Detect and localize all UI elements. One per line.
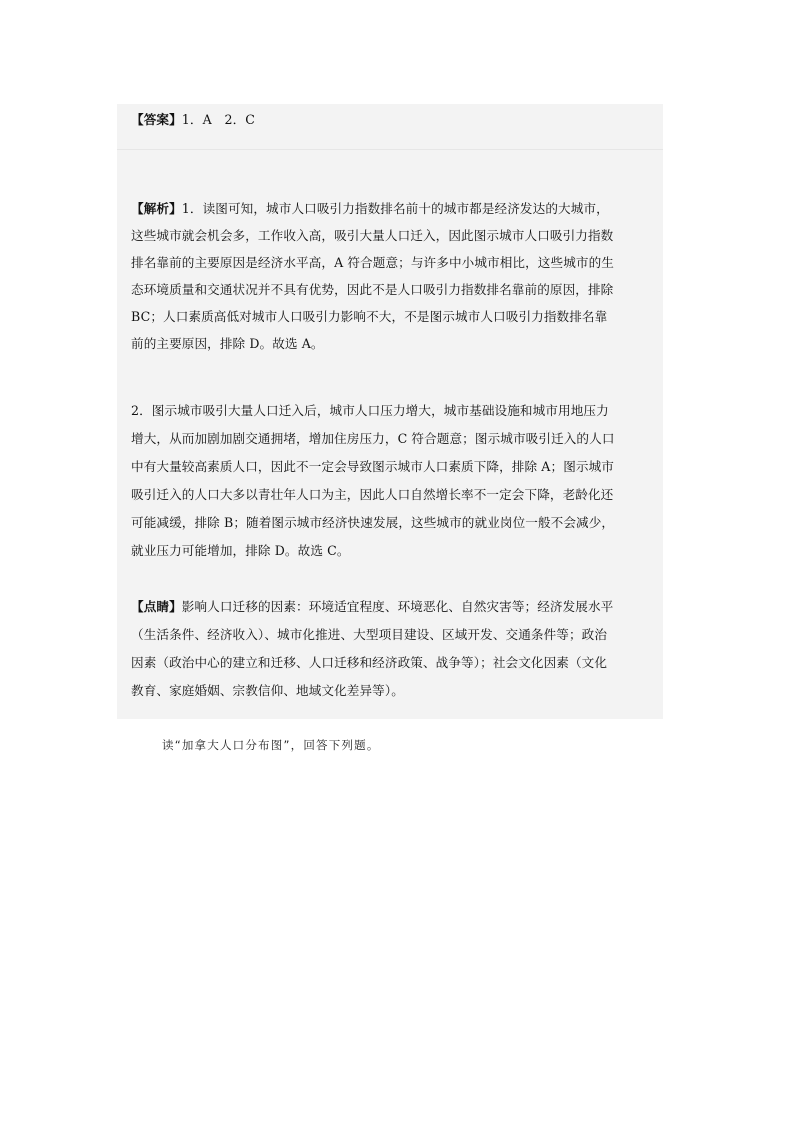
tip-line-4: 教育、家庭婚姻、宗教信仰、地域文化差异等）。 — [131, 683, 404, 698]
answer-text: 1．A 2．C — [181, 112, 256, 127]
tip-text: 影响人口迁移的因素：环境适宜程度、环境恶化、自然灾害等；经济发展水平 — [181, 599, 614, 614]
tip-line-3: 因素（政治中心的建立和迁移、人口迁移和经济政策、战争等）；社会文化因素（文化 — [131, 655, 608, 670]
analysis-line-1 — [131, 196, 671, 223]
analysis-line-5: BC；人口素质高低对城市人口吸引力影响不大，不是图示城市人口吸引力指数排名靠 — [131, 309, 608, 324]
analysis-text: 1．读图可知，城市人口吸引力指数排名前十的城市都是经济发达的大城市， — [181, 201, 609, 216]
answer-tag: 【答案】 — [131, 112, 182, 127]
analysis-line-4: 态环境质量和交通状况并不具有优势，因此不是人口吸引力指数排名靠前的原因，排除 — [131, 282, 614, 297]
analysis2-line-2: 增大，从而加剧加剧交通拥堵，增加住房压力，C 符合题意；图示城市吸引迁入的人口 — [131, 431, 615, 446]
tip-tag: 【点睛】 — [131, 599, 182, 614]
analysis-line-3: 排名靠前的主要原因是经济水平高，A 符合题意；与许多中小城市相比，这些城市的生 — [131, 255, 614, 270]
analysis2-line-4: 吸引迁入的人口大多以青壮年人口为主，因此人口自然增长率不一定会下降，老龄化还 — [131, 487, 614, 502]
analysis-tag: 【解析】 — [131, 201, 182, 216]
tip-line-2: （生活条件、经济收入）、城市化推进、大型项目建设、区域开发、交通条件等；政治 — [131, 627, 608, 642]
analysis2-line-5: 可能减缓，排除 B；随着图示城市经济快速发展，这些城市的就业岗位一般不会减少， — [131, 515, 615, 530]
analysis-line-2: 这些城市就会机会多，工作收入高，吸引大量人口迁入，因此图示城市人口吸引力指数 — [131, 228, 614, 243]
analysis2-line-6: 就业压力可能增加，排除 D。故选 C。 — [131, 543, 350, 558]
divider — [117, 149, 663, 150]
answer-line — [131, 107, 671, 134]
question-intro: 读“加拿大人口分布图”，回答下列题。 — [162, 738, 380, 752]
analysis2-line-3: 中有大量较高素质人口，因此不一定会导致图示城市人口素质下降，排除 A；图示城市 — [131, 459, 614, 474]
tip-line-1 — [131, 594, 671, 621]
analysis2-line-1: 2．图示城市吸引大量人口迁入后，城市人口压力增大，城市基础设施和城市用地压力 — [131, 403, 609, 418]
analysis-line-6: 前的主要原因，排除 D。故选 A。 — [131, 336, 324, 351]
